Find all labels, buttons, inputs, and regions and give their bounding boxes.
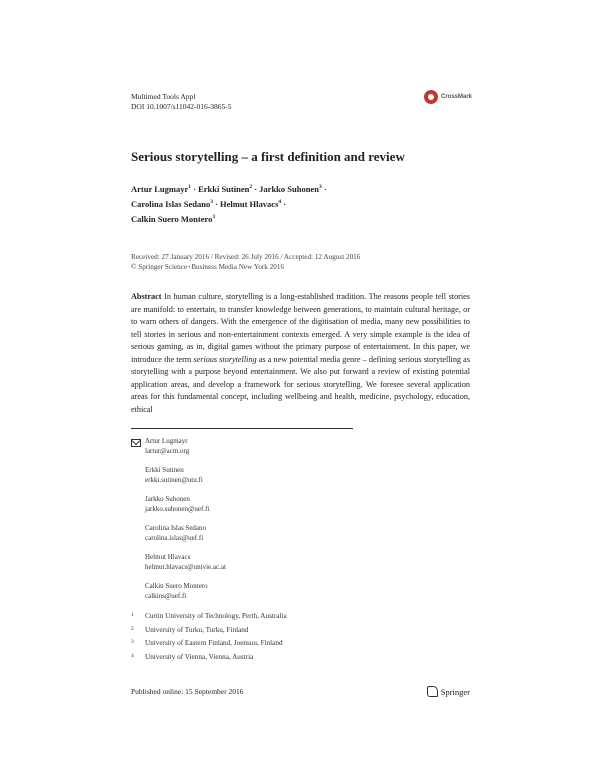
contact-list bbox=[131, 437, 391, 611]
author-affiliation-ref: 4 bbox=[278, 198, 282, 205]
springer-horse-icon bbox=[427, 686, 438, 697]
author-affiliation-ref: 3 bbox=[318, 184, 322, 190]
author-name: Carolina Islas Sedano bbox=[131, 198, 211, 209]
contact-email[interactable]: carolina.islas@uef.fi bbox=[145, 533, 204, 542]
publisher-name: Springer bbox=[440, 686, 470, 697]
contact-entry bbox=[131, 495, 391, 514]
footnote-divider bbox=[131, 428, 353, 429]
author-name: Erkki Sutinen bbox=[198, 183, 250, 194]
author-name: Helmut Hlavacs bbox=[220, 198, 279, 209]
affiliation-item bbox=[131, 653, 431, 661]
contact-entry bbox=[131, 437, 391, 456]
envelope-icon bbox=[131, 439, 141, 447]
author-affiliation-ref: 3 bbox=[210, 198, 213, 205]
contact-email[interactable]: lartur@acm.org bbox=[145, 446, 190, 455]
affiliation-number: 2 bbox=[131, 625, 134, 632]
author-affiliation-ref: 1 bbox=[188, 184, 191, 190]
author-line bbox=[131, 196, 461, 211]
journal-name: Multimed Tools Appl bbox=[131, 92, 196, 101]
affiliation-item bbox=[131, 612, 431, 620]
copyright: © Springer Science+Business Media New York 2016 bbox=[131, 263, 285, 271]
author-separator: · bbox=[321, 183, 327, 194]
published-online: Published online: 15 September 2016 bbox=[131, 687, 244, 696]
abstract bbox=[131, 291, 470, 416]
affiliation-text: University of Vienna, Vienna, Austria bbox=[145, 652, 254, 661]
author-separator: · bbox=[281, 198, 287, 209]
doi: DOI 10.1007/s11042-016-3865-5 bbox=[131, 102, 232, 111]
author-affiliation-ref: 2 bbox=[249, 184, 253, 190]
contact-entry bbox=[131, 553, 391, 572]
author-name: Artur Lugmayr bbox=[131, 183, 189, 194]
affiliation-number: 3 bbox=[131, 639, 134, 645]
author-name: Jarkko Suhonen bbox=[259, 183, 319, 194]
author-line bbox=[131, 181, 461, 196]
journal-header bbox=[131, 92, 232, 112]
affiliation-number: 1 bbox=[131, 612, 134, 618]
contact-name: Jarkko Suhonen bbox=[145, 495, 190, 503]
affiliation-item bbox=[131, 626, 431, 634]
abstract-text: In human culture, storytelling is a long-established tradition. The reasons people tell stories are manifold: to entertain, to transfer knowledge between generations, to maintain cultural heritage, or to warn others of dangers. With the emergence of the digitisation of media, many new possibilities to tell stories in serious and non-entertainment contexts emerged. A very simple example is the idea of serious gaming, as in, digital games without the primary purpose of entertainment. In this paper, we introduce the term bbox=[131, 292, 470, 364]
author-separator: · bbox=[252, 183, 260, 194]
author-separator: · bbox=[212, 198, 221, 209]
affiliation-text: Curtin University of Technology, Perth, Australia bbox=[145, 612, 287, 620]
abstract-text: as a new potential media genre – defining serious storytelling as storytelling with a purpose beyond entertainment. We also put forward a review of existing potential application areas, and develop a framework for serious storytelling. We foresee several application areas for this fundamental concept, including wellbeing and health, medicine, psychology, education, ethical bbox=[131, 354, 471, 414]
crossmark-icon bbox=[424, 90, 438, 104]
contact-name: Calkin Suero Montero bbox=[145, 582, 208, 590]
contact-email[interactable]: erkki.sutinen@utu.fi bbox=[145, 475, 203, 484]
abstract-label: Abstract bbox=[131, 292, 162, 301]
affiliation-text: University of Eastern Finland, Joensuu, Finland bbox=[145, 639, 283, 647]
paper-title: Serious storytelling – a first definition and review bbox=[131, 149, 405, 164]
affiliation-number: 4 bbox=[131, 652, 134, 659]
affiliation-item bbox=[131, 639, 431, 647]
affiliation-text: University of Turku, Turku, Finland bbox=[145, 625, 249, 634]
author-line bbox=[131, 211, 461, 226]
crossmark-label: CrossMark bbox=[441, 94, 473, 100]
contact-name: Erkki Sutinen bbox=[145, 466, 184, 474]
author-list bbox=[131, 181, 461, 225]
page-footer bbox=[131, 686, 470, 697]
contact-entry bbox=[131, 524, 391, 543]
contact-name: Carolina Islas Sedano bbox=[145, 524, 207, 532]
crossmark-badge[interactable] bbox=[424, 90, 472, 104]
author-affiliation-ref: 3 bbox=[212, 213, 216, 220]
received-dates: Received: 27 January 2016 / Revised: 26 July 2016 / Accepted: 12 August 2016 bbox=[131, 253, 361, 261]
author-name: Calkin Suero Montero bbox=[131, 213, 213, 224]
affiliation-list bbox=[131, 612, 431, 666]
contact-email[interactable]: calkins@uef.fi bbox=[145, 591, 187, 600]
abstract-emphasis: serious storytelling bbox=[193, 354, 257, 364]
contact-email[interactable]: helmut.hlavacs@univie.ac.at bbox=[145, 562, 226, 571]
contact-email[interactable]: jarkko.suhonen@uef.fi bbox=[145, 504, 210, 513]
publisher-logo bbox=[427, 686, 470, 697]
author-separator: · bbox=[190, 183, 199, 194]
contact-entry bbox=[131, 582, 391, 601]
publication-dates bbox=[131, 252, 360, 272]
contact-name: Helmut Hlavacs bbox=[145, 553, 191, 561]
contact-entry bbox=[131, 466, 391, 485]
contact-name: Artur Lugmayr bbox=[145, 437, 188, 445]
